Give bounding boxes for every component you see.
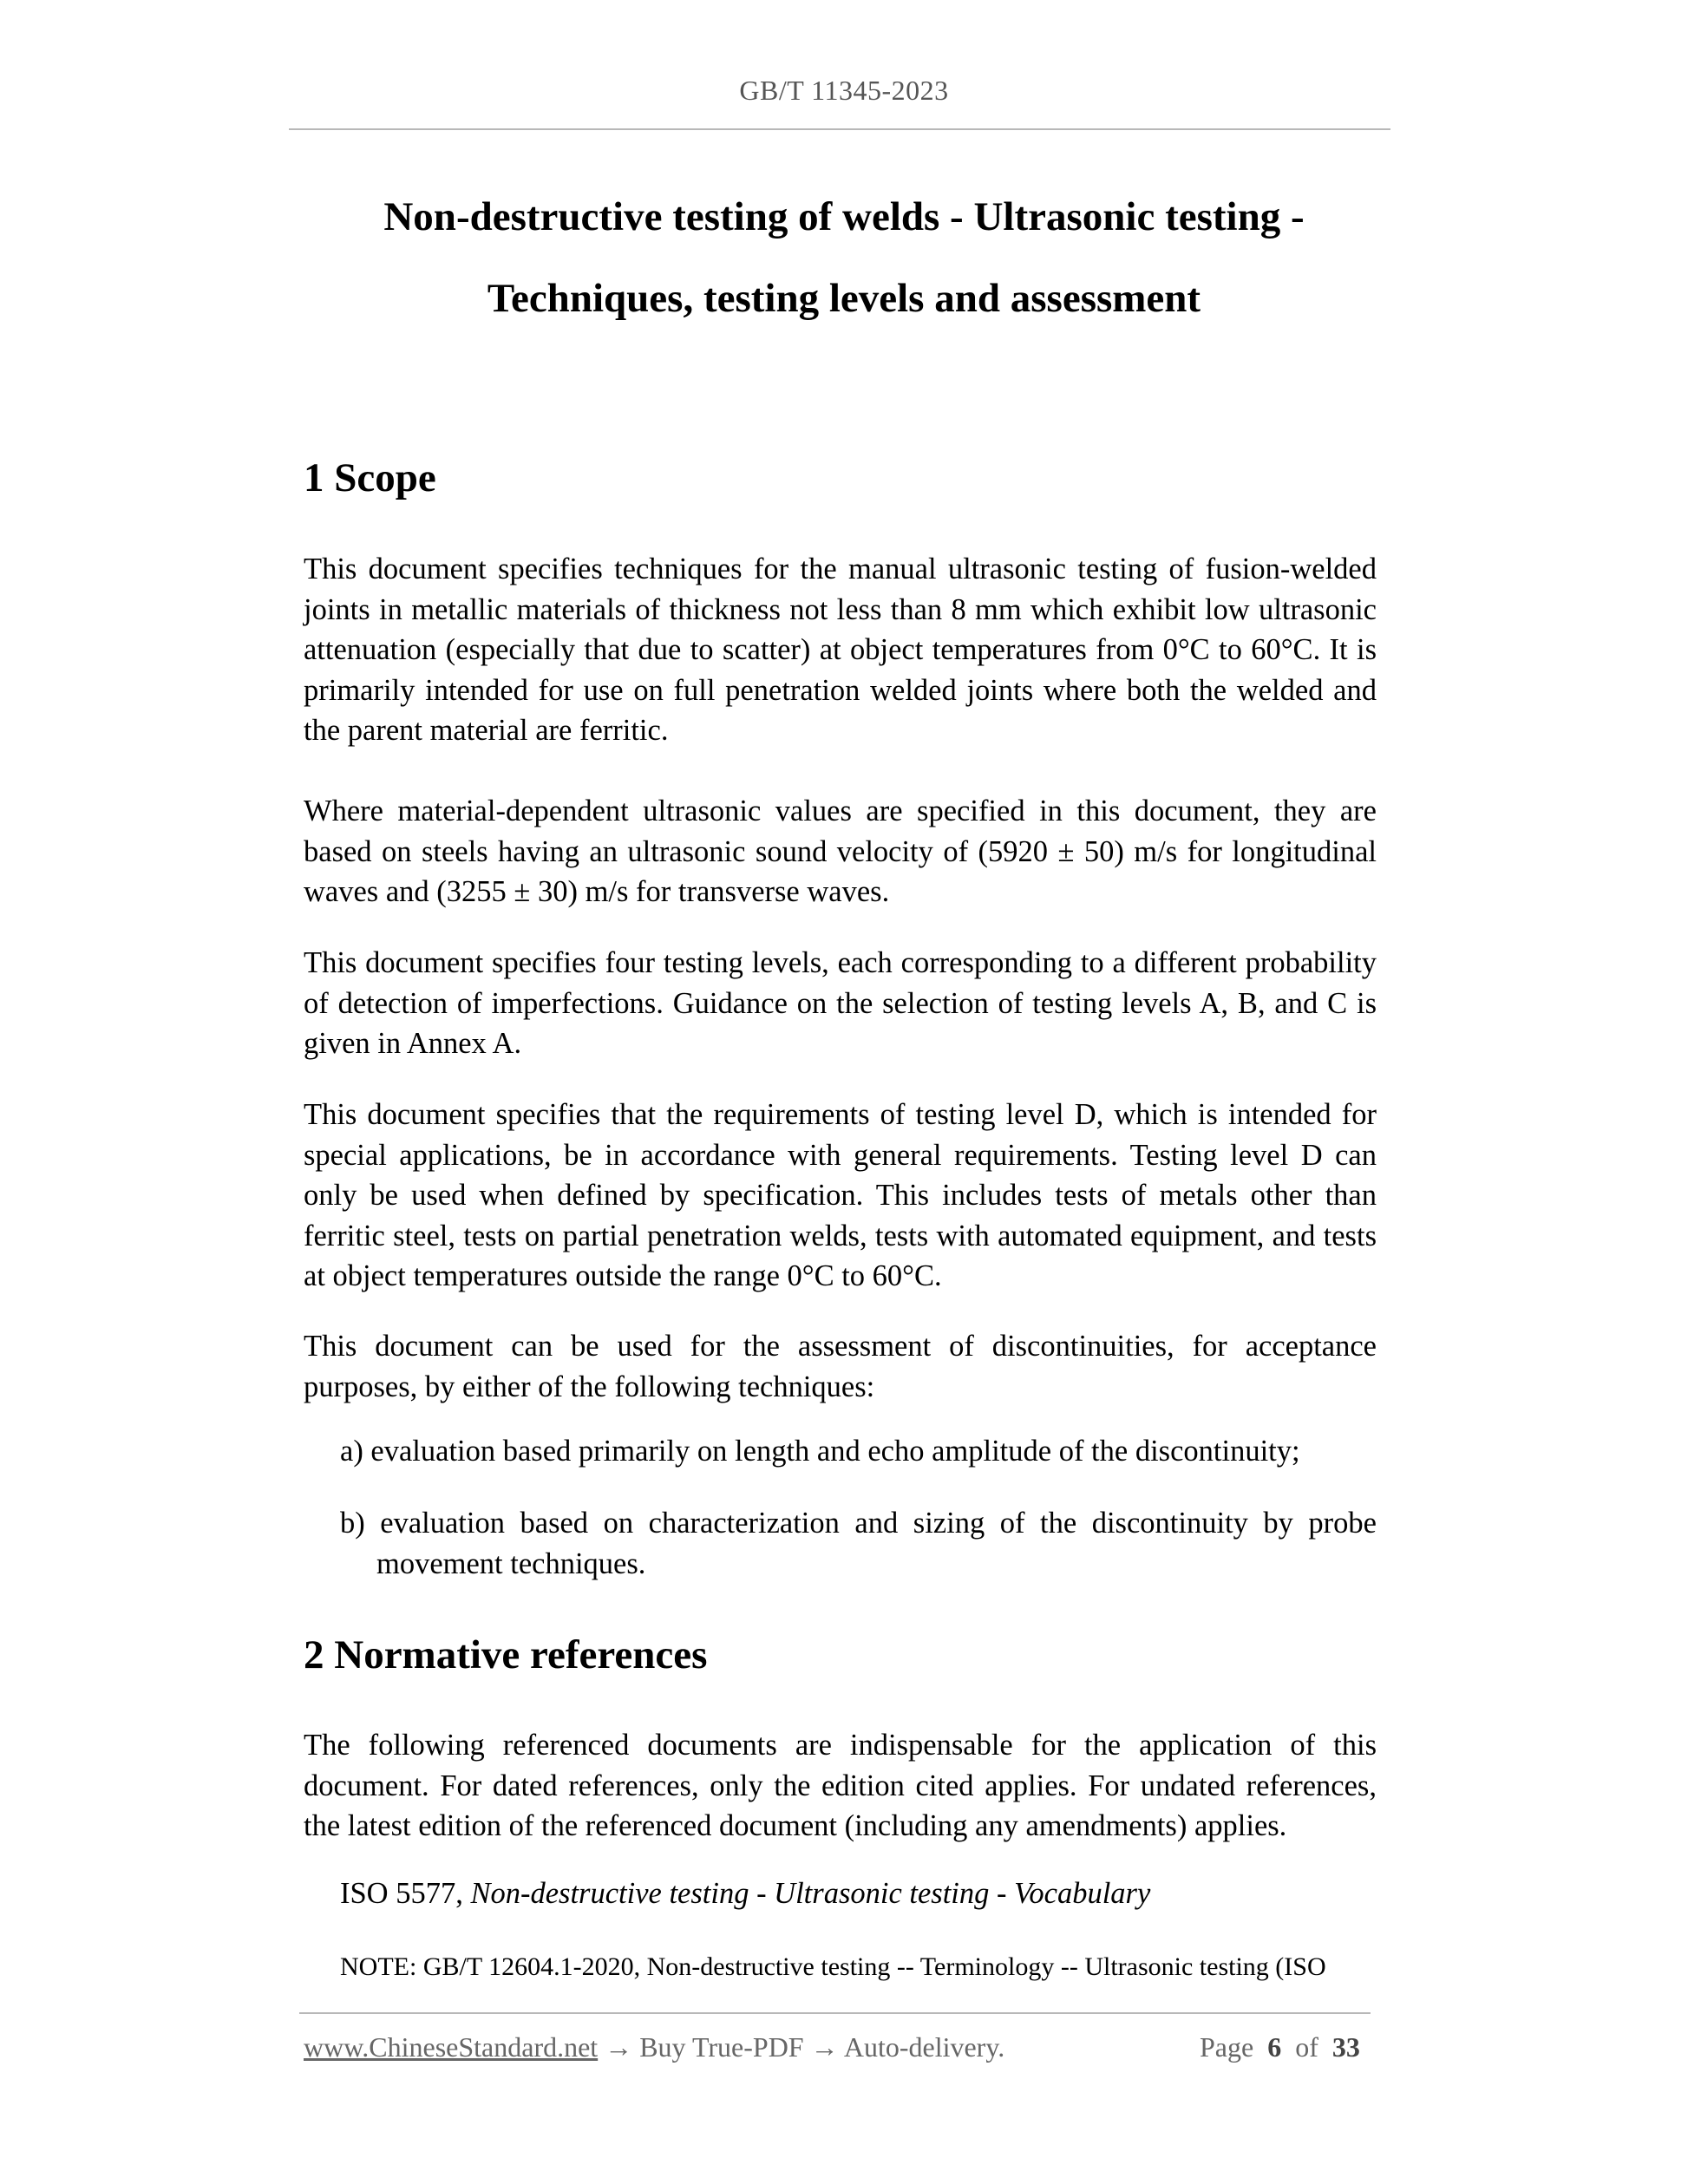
document-title — [0, 176, 1688, 339]
scope-paragraph-4: This document specifies that the requirements of testing level D, which is intended for special applications, be in accordance with general requirements. Testing level D can only be used when defined by specification. This includes tests of metals other than ferritic steel, tests on partial penetration welds, tests with automated equipment, and tests at object temperatures outside the range 0°C to 60°C. — [304, 1098, 1377, 1292]
current-page-number: 6 — [1267, 2031, 1282, 2063]
footer-divider — [299, 2012, 1371, 2014]
footer-promo-text: → Buy True-PDF → Auto-delivery. — [598, 2031, 1005, 2063]
normative-references-paragraph: The following referenced documents are indispensable for the application of this document. For dated references, only the edition cited applies. For undated references, the latest edition of the referenced document (including any amendments) applies. — [304, 1729, 1377, 1842]
footer-promo — [304, 2031, 1004, 2063]
header-divider — [289, 128, 1390, 130]
title-line-1: Non-destructive testing of welds - Ultrasonic testing - — [383, 194, 1305, 239]
section-heading-normative-references: 2 Normative references — [304, 1632, 708, 1677]
scope-paragraph-3: This document specifies four testing levels, each corresponding to a different probability of detection of imperfections. Guidance on the selection of testing levels A, B, and C is given in Annex A. — [304, 946, 1377, 1060]
total-pages: 33 — [1331, 2031, 1360, 2063]
scope-list-item-b: b) evaluation based on characterization and sizing of the discontinuity by probe movement techniques. — [340, 1507, 1377, 1580]
reference-title: Non-destructive testing - Ultrasonic testing - Vocabulary — [470, 1877, 1151, 1910]
title-line-2: Techniques, testing levels and assessment — [487, 276, 1201, 321]
scope-list-item-a: a) evaluation based primarily on length and echo amplitude of the discontinuity; — [340, 1435, 1300, 1468]
page-label: Page — [1200, 2031, 1254, 2063]
scope-paragraph-1: This document specifies techniques for the manual ultrasonic testing of fusion-welded joints in metallic materials of thickness not less than 8 mm which exhibit low ultrasonic attenuation (especially that due to scatter) at object temperatures from 0°C to 60°C. It is primarily intended for use on full penetration welded joints where both the welded and the parent material are ferritic. — [304, 553, 1377, 747]
scope-paragraph-2: Where material-dependent ultrasonic values are specified in this document, they are based on steels having an ultrasonic sound velocity of (5920 ± 50) m/s for longitudinal waves and (3255 ± 30) m/s for transverse waves. — [304, 794, 1377, 908]
reference-entry-iso-5577 — [340, 1873, 1377, 1914]
document-code-header: GB/T 11345-2023 — [739, 75, 949, 106]
section-heading-scope: 1 Scope — [304, 455, 436, 500]
website-link[interactable]: www.ChineseStandard.net — [304, 2031, 599, 2063]
scope-paragraph-5: This document can be used for the assessment of discontinuities, for acceptance purposes, by either of the following techniques: — [304, 1330, 1377, 1403]
reference-note: NOTE: GB/T 12604.1-2020, Non-destructive testing -- Terminology -- Ultrasonic testing (ISO — [340, 1952, 1326, 1981]
page-indicator — [1200, 2031, 1360, 2063]
of-label: of — [1295, 2031, 1318, 2063]
reference-code: ISO 5577, — [340, 1877, 471, 1910]
